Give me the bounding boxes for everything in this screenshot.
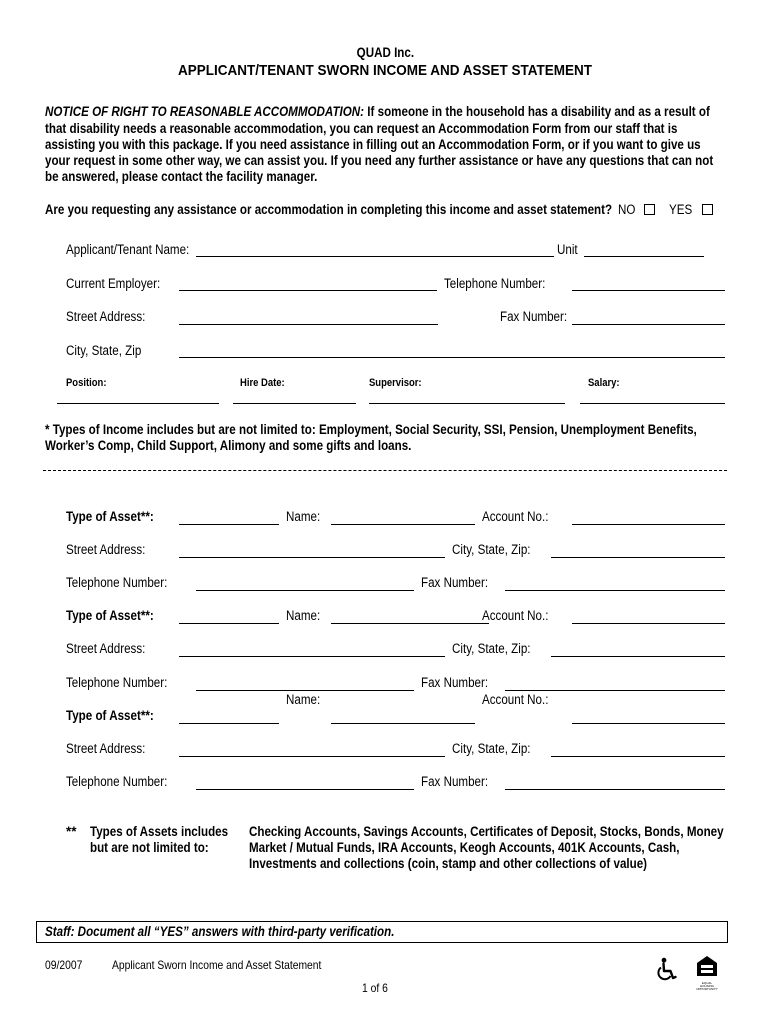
employer-street-field[interactable]	[179, 324, 438, 325]
asset-account-field[interactable]	[572, 623, 725, 624]
assistance-yes-option[interactable]: YES	[669, 202, 713, 218]
equal-housing-logo	[696, 955, 718, 991]
asset-types-list-cont: Market / Mutual Funds, IRA Accounts, Keogh Accounts, 401K Accounts, Cash,	[249, 840, 680, 855]
accessibility-icon	[654, 957, 680, 983]
asset-note-intro: Types of Assets includes	[90, 824, 229, 839]
asset-city-field[interactable]	[551, 656, 725, 657]
asset-type-field[interactable]	[179, 723, 279, 724]
employer-field[interactable]	[179, 290, 437, 291]
asset-fax-field[interactable]	[505, 789, 725, 790]
employer-telephone-label: Telephone Number:	[444, 276, 546, 291]
asset-city-field[interactable]	[551, 557, 725, 558]
section-divider	[43, 470, 727, 471]
employer-city-field[interactable]	[179, 357, 725, 358]
no-checkbox[interactable]	[644, 204, 655, 215]
asset-types-list-cont: Investments and collections (coin, stamp and other collections of value)	[249, 856, 648, 871]
unit-label: Unit	[557, 242, 578, 257]
asset-street-label: Street Address:	[66, 542, 146, 557]
asset-name-label: Name:	[286, 692, 321, 707]
page-title: APPLICANT/TENANT SWORN INCOME AND ASSET STATEMENT	[178, 62, 592, 79]
asset-note-marker: **	[66, 824, 77, 839]
notice-line: your request in some other way, we can assist you. If you need any further assistance or have any questions that can not	[45, 153, 714, 168]
supervisor-field[interactable]	[369, 403, 565, 404]
staff-note: Staff: Document all “YES” answers with third-party verification.	[45, 924, 395, 939]
asset-account-field[interactable]	[572, 723, 725, 724]
asset-note-intro-cont: but are not limited to:	[90, 840, 209, 855]
asset-account-label: Account No.:	[482, 608, 549, 623]
footer-date: 09/2007	[45, 958, 83, 972]
applicant-name-label: Applicant/Tenant Name:	[66, 242, 190, 257]
salary-field[interactable]	[580, 403, 725, 404]
asset-telephone-label: Telephone Number:	[66, 575, 168, 590]
asset-street-field[interactable]	[179, 656, 445, 657]
asset-telephone-label: Telephone Number:	[66, 774, 168, 789]
salary-label: Salary:	[588, 377, 620, 389]
employer-fax-label: Fax Number:	[500, 309, 568, 324]
supervisor-label: Supervisor:	[369, 377, 422, 389]
page-number: 1 of 6	[362, 981, 388, 995]
asset-telephone-field[interactable]	[196, 690, 414, 691]
staff-note-box	[36, 921, 728, 943]
footer-doc-title: Applicant Sworn Income and Asset Statement	[112, 958, 322, 972]
income-types-note: * Types of Income includes but are not limited to: Employment, Social Security, SSI, Pension, Unemployment Benefits,	[45, 422, 697, 437]
unit-field[interactable]	[584, 256, 704, 257]
asset-type-field[interactable]	[179, 524, 279, 525]
asset-account-field[interactable]	[572, 524, 725, 525]
employer-telephone-field[interactable]	[572, 290, 725, 291]
yes-checkbox[interactable]	[702, 204, 713, 215]
asset-telephone-field[interactable]	[196, 789, 414, 790]
asset-fax-label: Fax Number:	[421, 675, 489, 690]
notice-line: If someone in the household has a disability and as a result of	[367, 104, 710, 119]
position-field[interactable]	[57, 403, 219, 404]
hire-date-label: Hire Date:	[240, 377, 285, 389]
asset-city-label: City, State, Zip:	[452, 542, 531, 557]
asset-street-label: Street Address:	[66, 741, 146, 756]
notice-line: that disability needs a reasonable accommodation, you can request an Accommodation Form from our staff that is	[45, 121, 678, 136]
position-label: Position:	[66, 377, 107, 389]
asset-street-field[interactable]	[179, 557, 445, 558]
notice-line: be answered, please contact the facility manager.	[45, 169, 318, 184]
asset-type-label: Type of Asset**:	[66, 708, 154, 723]
asset-types-list: Checking Accounts, Savings Accounts, Certificates of Deposit, Stocks, Bonds, Money	[249, 824, 724, 839]
asset-city-label: City, State, Zip:	[452, 741, 531, 756]
employer-fax-field[interactable]	[572, 324, 725, 325]
assistance-question: Are you requesting any assistance or accommodation in completing this income and asset statement?	[45, 202, 613, 217]
asset-fax-field[interactable]	[505, 690, 725, 691]
equal-housing-text: EQUAL HOUSING OPPORTUNITY	[696, 981, 718, 991]
asset-city-field[interactable]	[551, 756, 725, 757]
asset-account-label: Account No.:	[482, 509, 549, 524]
employer-city-label: City, State, Zip	[66, 343, 142, 358]
asset-street-field[interactable]	[179, 756, 445, 757]
asset-name-label: Name:	[286, 509, 321, 524]
employer-street-label: Street Address:	[66, 309, 146, 324]
asset-type-label: Type of Asset**:	[66, 509, 154, 524]
asset-name-field[interactable]	[331, 524, 475, 525]
hire-date-field[interactable]	[233, 403, 356, 404]
accommodation-notice	[45, 104, 711, 120]
company-name: QUAD Inc.	[356, 45, 414, 60]
asset-city-label: City, State, Zip:	[452, 641, 531, 656]
asset-street-label: Street Address:	[66, 641, 146, 656]
assistance-no-option[interactable]: NO	[618, 202, 655, 218]
asset-fax-label: Fax Number:	[421, 575, 489, 590]
applicant-name-field[interactable]	[196, 256, 554, 257]
income-types-note-cont: Worker’s Comp, Child Support, Alimony and some gifts and loans.	[45, 438, 412, 453]
asset-fax-field[interactable]	[505, 590, 725, 591]
asset-type-field[interactable]	[179, 623, 279, 624]
asset-telephone-label: Telephone Number:	[66, 675, 168, 690]
asset-telephone-field[interactable]	[196, 590, 414, 591]
asset-name-field[interactable]	[331, 723, 475, 724]
asset-name-field[interactable]	[331, 623, 489, 624]
asset-account-label: Account No.:	[482, 692, 549, 707]
notice-line: assisting you with this package. If you need assistance in filling out an Accommodation Form, or if you want to give us	[45, 137, 701, 152]
asset-type-label: Type of Asset**:	[66, 608, 154, 623]
asset-name-label: Name:	[286, 608, 321, 623]
asset-fax-label: Fax Number:	[421, 774, 489, 789]
employer-label: Current Employer:	[66, 276, 161, 291]
notice-lead: NOTICE OF RIGHT TO REASONABLE ACCOMMODATION:	[45, 104, 365, 119]
